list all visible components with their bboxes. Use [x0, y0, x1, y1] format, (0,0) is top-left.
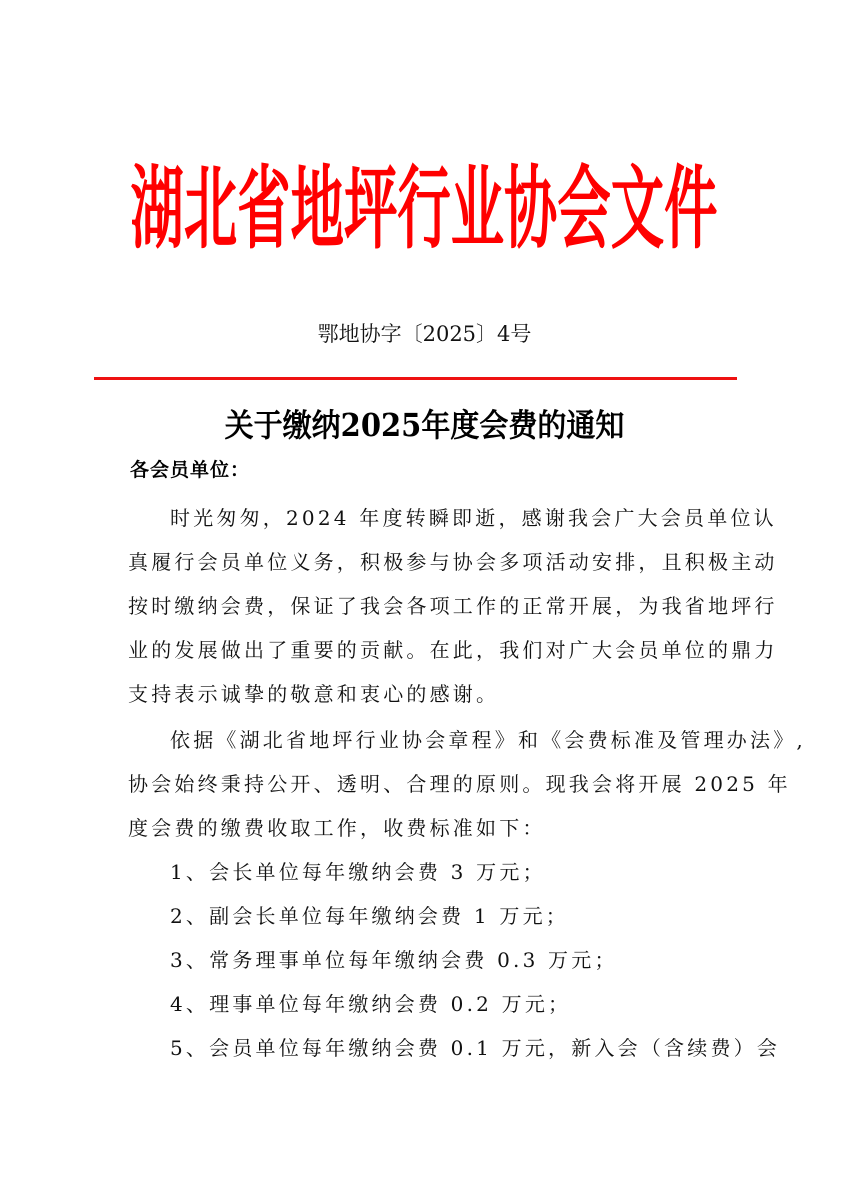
document-number: 鄂地协字〔2025〕4号 — [317, 322, 532, 346]
paragraph-line: 业的发展做出了重要的贡献。在此，我们对广大会员单位的鼎力 — [128, 638, 778, 662]
paragraph-line: 度会费的缴费收取工作，收费标准如下： — [128, 816, 546, 840]
fee-item: 5、会员单位每年缴纳会费 0.1 万元，新入会（含续费）会 — [170, 1036, 781, 1060]
fee-item: 1、会长单位每年缴纳会费 3 万元； — [170, 860, 546, 884]
fee-item: 4、理事单位每年缴纳会费 0.2 万元； — [170, 992, 572, 1016]
paragraph-line: 协会始终秉持公开、透明、合理的原则。现我会将开展 2025 年 — [128, 772, 791, 796]
fee-item: 3、常务理事单位每年缴纳会费 0.3 万元； — [170, 948, 618, 972]
masthead — [0, 136, 849, 266]
paragraph-line: 按时缴纳会费，保证了我会各项工作的正常开展，为我省地坪行 — [128, 594, 778, 618]
paragraph-line: 真履行会员单位义务，积极参与协会多项活动安排，且积极主动 — [128, 550, 778, 574]
paragraph-line: 支持表示诚挚的敬意和衷心的感谢。 — [128, 682, 500, 706]
masthead-title: 湖北省地坪行业协会文件 — [131, 156, 718, 262]
notice-title: 关于缴纳2025年度会费的通知 — [224, 406, 625, 444]
fee-item: 2、副会长单位每年缴纳会费 1 万元； — [170, 904, 569, 928]
paragraph-line: 时光匆匆，2024 年度转瞬即逝，感谢我会广大会员单位认 — [170, 506, 777, 530]
salutation: 各会员单位： — [130, 459, 251, 481]
red-divider — [94, 377, 737, 380]
paragraph-line: 依据《湖北省地坪行业协会章程》和《会费标准及管理办法》, — [170, 728, 806, 752]
